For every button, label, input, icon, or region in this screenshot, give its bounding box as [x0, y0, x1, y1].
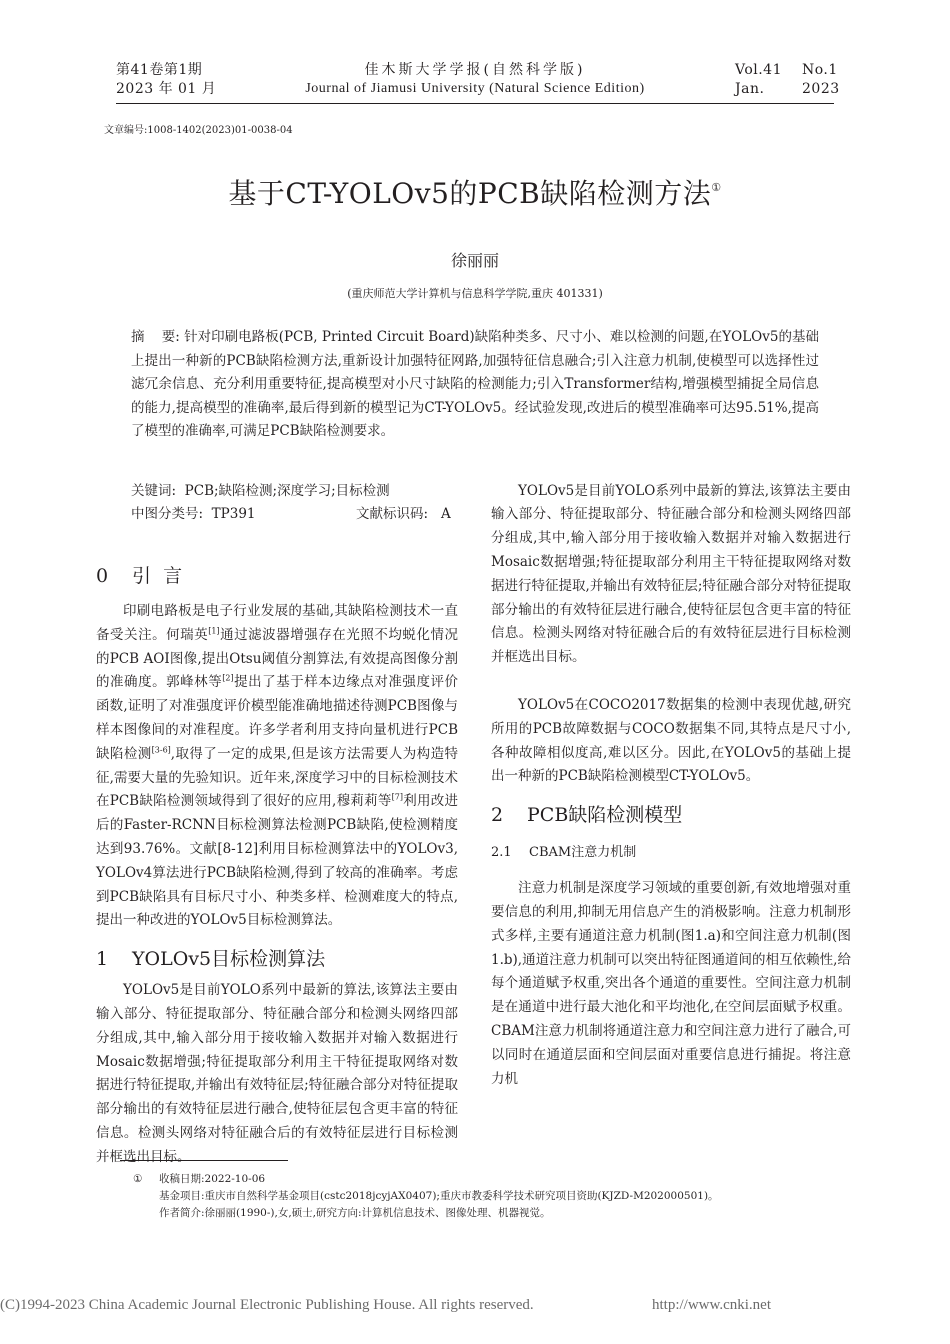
section-1-paragraph-2: [491, 694, 851, 789]
doc-code: [356, 503, 451, 525]
header-year: 2023: [802, 81, 840, 97]
keywords: [131, 480, 390, 502]
footnote-received: 收稿日期:2022-10-06: [159, 1173, 266, 1185]
intro-text-c: 提出了基于样本边缘点对准强度评价函数,证明了对准强度评价模型能准确地描述待测PCB图像与样本图像间的对准程度。许多学者利用支持向量机进行PCB缺陷检测: [96, 674, 459, 762]
footnote-rule: [120, 1160, 288, 1161]
intro-text-d: ,取得了一定的成果,但是该方法需要人为构造特征,需要大量的先验知识。近年来,深度学习中的目标检测技术在PCB缺陷检测领域得到了很好的应用,穆莉莉等: [96, 745, 458, 810]
intro-text-e: 利用改进后的Faster-RCNN目标检测算法检测PCB缺陷,使检测精度达到93.76%。文献[8-12]利用目标检测算法中的YOLOv3, YOLOv4算法进行PCB缺陷检测,得到了较高的准确率。考虑到PCB缺陷具有目标尺寸小、种类多样、检测难度大的特点,提出一种改进的YOLOv5目标检测算法。: [96, 793, 459, 929]
section-2-number: 2: [491, 804, 504, 827]
footnote-bio: 作者简介:徐丽丽(1990-),女,硕士,研究方向:计算机信息技术、图像处理、机器视觉。: [159, 1207, 551, 1219]
paper-title: [90, 174, 860, 214]
section-2-1-paragraph: [491, 877, 851, 1091]
paper-title-text: 基于CT-YOLOv5的PCB缺陷检测方法: [228, 177, 712, 210]
section-1-paragraph-1-cont: [491, 480, 851, 670]
ref-3-6: [3-6]: [151, 745, 171, 755]
right-column: [491, 482, 851, 1091]
subsection-2-1-title: CBAM注意力机制: [529, 845, 637, 861]
section-1-paragraph-clip: [96, 979, 458, 1165]
clc-label: 中图分类号:: [131, 506, 204, 522]
header-month: Jan.: [735, 81, 765, 97]
header-volume-issue: 第41卷第1期: [116, 62, 203, 78]
section-1-paragraph-1-cont-text: YOLOv5是目前YOLO系列中最新的算法,该算法主要由输入部分、特征提取部分、特征融合部分和检测头网络四部分组成,其中,输入部分用于接收输入数据并对输入数据进行Mosaic数据增强;特征提取部分利用主干特征提取网络对数据进行特征提取,并输出有效特征层;特征融合部分对特征提取部分输出的有效特征层进行融合,使特征层包含更丰富的特征信息。检测头网络对特征融合后的有效特征层进行目标检测并框选出目标。: [491, 482, 851, 666]
intro-text-a: 印刷电路板是电子行业发展的基础,其缺陷检测技术一直备受关注。何瑞英: [96, 603, 458, 643]
subsection-2-1-heading: [491, 843, 851, 863]
header-journal-cn: 佳木斯大学学报(自然科学版): [364, 62, 586, 78]
section-0-number: 0: [96, 565, 109, 587]
doc-value: A: [440, 506, 451, 522]
author: 徐丽丽: [450, 251, 499, 270]
header-rule: [116, 103, 834, 104]
abstract: [131, 326, 819, 444]
intro-paragraph: [96, 600, 458, 933]
abstract-text: 针对印刷电路板(PCB, Printed Circuit Board)缺陷种类多、尺寸小、难以检测的问题,在YOLOv5的基础上提出一种新的PCB缺陷检测方法,重新设计加强特征网路,加强特征信息融合;引入注意力机制,使模型可以选择性过滤冗余信息、充分利用重要特征,提高模型对小尺寸缺陷的检测能力;引入Transformer结构,增强模型捕捉全局信息的能力,提高模型的准确率,最后得到新的模型记为CT-YOLOv5。经试验发现,改进后的模型准确率可达95.51%,提高了模型的准确率,可满足PCB缺陷检测要求。: [131, 329, 819, 439]
intro-text-b: 通过滤波器增强存在光照不均蜕化情况的PCB AOI图像,提出Otsu阈值分割算法,有效提高图像分割的准确度。郭峰林等: [96, 626, 459, 691]
clc-value: TP391: [211, 506, 256, 522]
doc-label: 文献标识码:: [356, 506, 429, 522]
keywords-label: 关键词:: [131, 483, 177, 499]
header-vol: Vol.41: [735, 62, 782, 78]
section-0-heading: [96, 562, 458, 590]
subsection-2-1-number: 2.1: [491, 845, 512, 861]
section-1-heading: [96, 945, 458, 973]
header-no: No.1: [802, 62, 838, 78]
footnote-mark: ①: [133, 1173, 143, 1185]
abstract-label: 摘 要:: [131, 329, 180, 345]
left-column: [96, 562, 459, 1165]
footnote-fund: 基金项目:重庆市自然科学基金项目(cstc2018jcyjAX0407);重庆市教委科学技术研究项目资助(KJZD-M202000501)。: [159, 1190, 719, 1202]
clc: [131, 503, 256, 525]
section-1-paragraph-1-cont-clip: [491, 482, 851, 694]
section-1-number: 1: [96, 948, 109, 971]
cnki-url[interactable]: http://www.cnki.net: [652, 1297, 772, 1313]
ref-2: [2]: [222, 673, 234, 683]
header-journal-en: Journal of Jiamusi University (Natural Science Edition): [305, 81, 645, 96]
copyright: (C)1994-2023 China Academic Journal Electronic Publishing House. All rights reserved.: [0, 1297, 534, 1313]
section-1-paragraph-2-text: YOLOv5在COCO2017数据集的检测中表现优越,研究所用的PCB故障数据与COCO数据集不同,其特点是尺寸小,各种故障相似度高,难以区分。因此,在YOLOv5的基础上提出一种新的PCB缺陷检测模型CT-YOLOv5。: [491, 697, 851, 785]
section-0-title: 引 言: [132, 565, 183, 587]
title-note-mark: ①: [711, 181, 722, 194]
section-1-title: YOLOv5目标检测算法: [132, 948, 326, 971]
section-2-title: PCB缺陷检测模型: [527, 804, 683, 827]
section-1-paragraph-1: YOLOv5是目前YOLO系列中最新的算法,该算法主要由输入部分、特征提取部分、特征融合部分和检测头网络四部分组成,其中,输入部分用于接收输入数据并对输入数据进行Mosaic数据增强;特征提取部分利用主干特征提取网络对数据进行特征提取,并输出有效特征层;特征融合部分对特征提取部分输出的有效特征层进行融合,使特征层包含更丰富的特征信息。检测头网络对特征融合后的有效特征层进行目标检测并框选出目标。: [96, 982, 458, 1165]
keywords-text: PCB;缺陷检测;深度学习;目标检测: [184, 483, 390, 499]
section-2-heading: [491, 801, 851, 829]
ref-1: [1]: [208, 626, 220, 636]
section-2-1-paragraph-text: 注意力机制是深度学习领域的重要创新,有效地增强对重要信息的利用,抑制无用信息产生的消极影响。注意力机制形式多样,主要有通道注意力机制(图1.a)和空间注意力机制(图1.b),通道注意力机制可以突出特征图通道间的相互依赖性,给每个通道赋予权重,突出各个通道的重要性。空间注意力机制是在通道中进行最大池化和平均池化,在空间层面赋予权重。CBAM注意力机制将通道注意力和空间注意力进行了融合,可以同时在通道层面和空间层面对重要信息进行捕捉。将注意力机: [491, 880, 851, 1087]
affiliation: (重庆师范大学计算机与信息科学学院,重庆 401331): [347, 287, 603, 300]
article-number: 文章编号:1008-1402(2023)01-0038-04: [104, 125, 293, 136]
header-date: 2023 年 01 月: [116, 81, 217, 97]
ref-7: [7]: [391, 792, 403, 802]
